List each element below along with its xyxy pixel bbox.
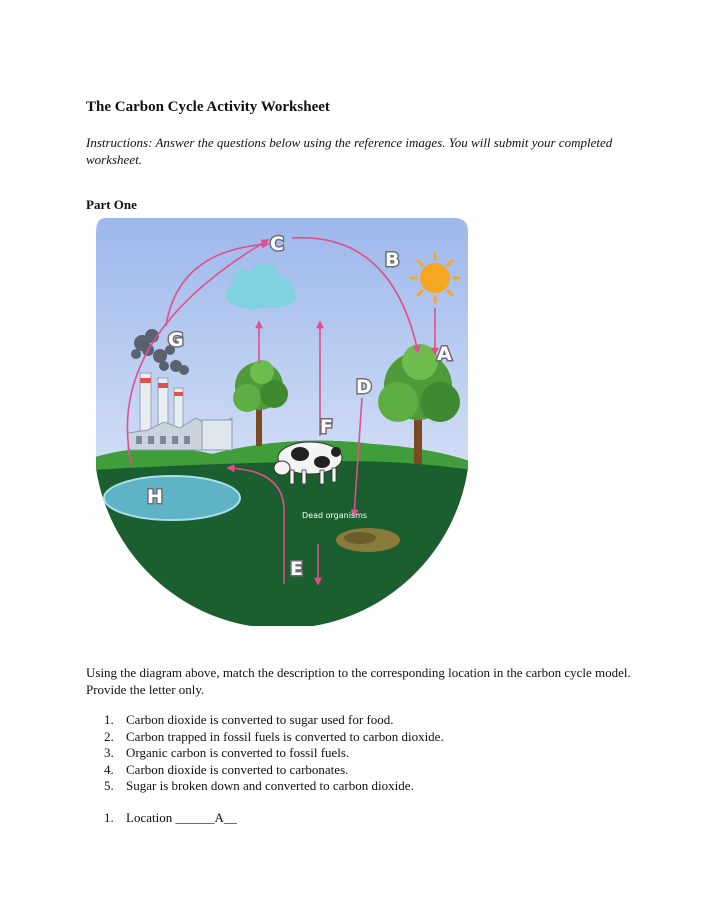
label-f: F (320, 416, 333, 438)
list-item (104, 729, 444, 746)
item-number: 1. (104, 712, 114, 727)
list-item (104, 778, 444, 795)
label-d: D (356, 376, 372, 398)
fossil-deposit-icon (336, 528, 400, 552)
item-text: Sugar is broken down and converted to carbon dioxide. (126, 778, 414, 793)
label-c: C (270, 233, 284, 255)
item-number: 4. (104, 761, 114, 777)
item-text: Organic carbon is converted to fossil fuels. (126, 745, 350, 760)
item-text: Carbon dioxide is converted to carbonates. (126, 761, 349, 777)
water-body (104, 476, 240, 520)
worksheet-title: The Carbon Cycle Activity Worksheet (86, 99, 330, 115)
description-list (104, 712, 444, 795)
item-number: 5. (104, 778, 114, 793)
carbon-cycle-diagram (92, 218, 472, 626)
list-item (104, 762, 444, 779)
dead-organisms-caption: Dead organisms (302, 511, 368, 520)
answer-text: Location ______A__ (126, 810, 237, 825)
item-number: 2. (104, 728, 114, 744)
question-prompt: Using the diagram above, match the description to the corresponding location in the carbon cycle model. Provide the letter only. (86, 665, 631, 697)
part-heading: Part One (86, 197, 137, 212)
label-e: E (290, 558, 303, 580)
answer-number: 1. (104, 810, 114, 825)
label-b: B (385, 249, 400, 271)
label-h: H (147, 486, 163, 508)
item-text: Carbon dioxide is converted to sugar used for food. (126, 712, 394, 727)
item-number: 3. (104, 745, 114, 760)
list-item (104, 712, 444, 729)
item-text: Carbon trapped in fossil fuels is converted to carbon dioxide. (126, 728, 444, 744)
answer-line (104, 810, 237, 826)
label-g: G (168, 329, 184, 351)
list-item (104, 745, 444, 762)
instructions-text: Instructions: Answer the questions below using the reference images. You will submit your completed worksheet. (86, 135, 613, 167)
label-a: A (437, 343, 452, 365)
